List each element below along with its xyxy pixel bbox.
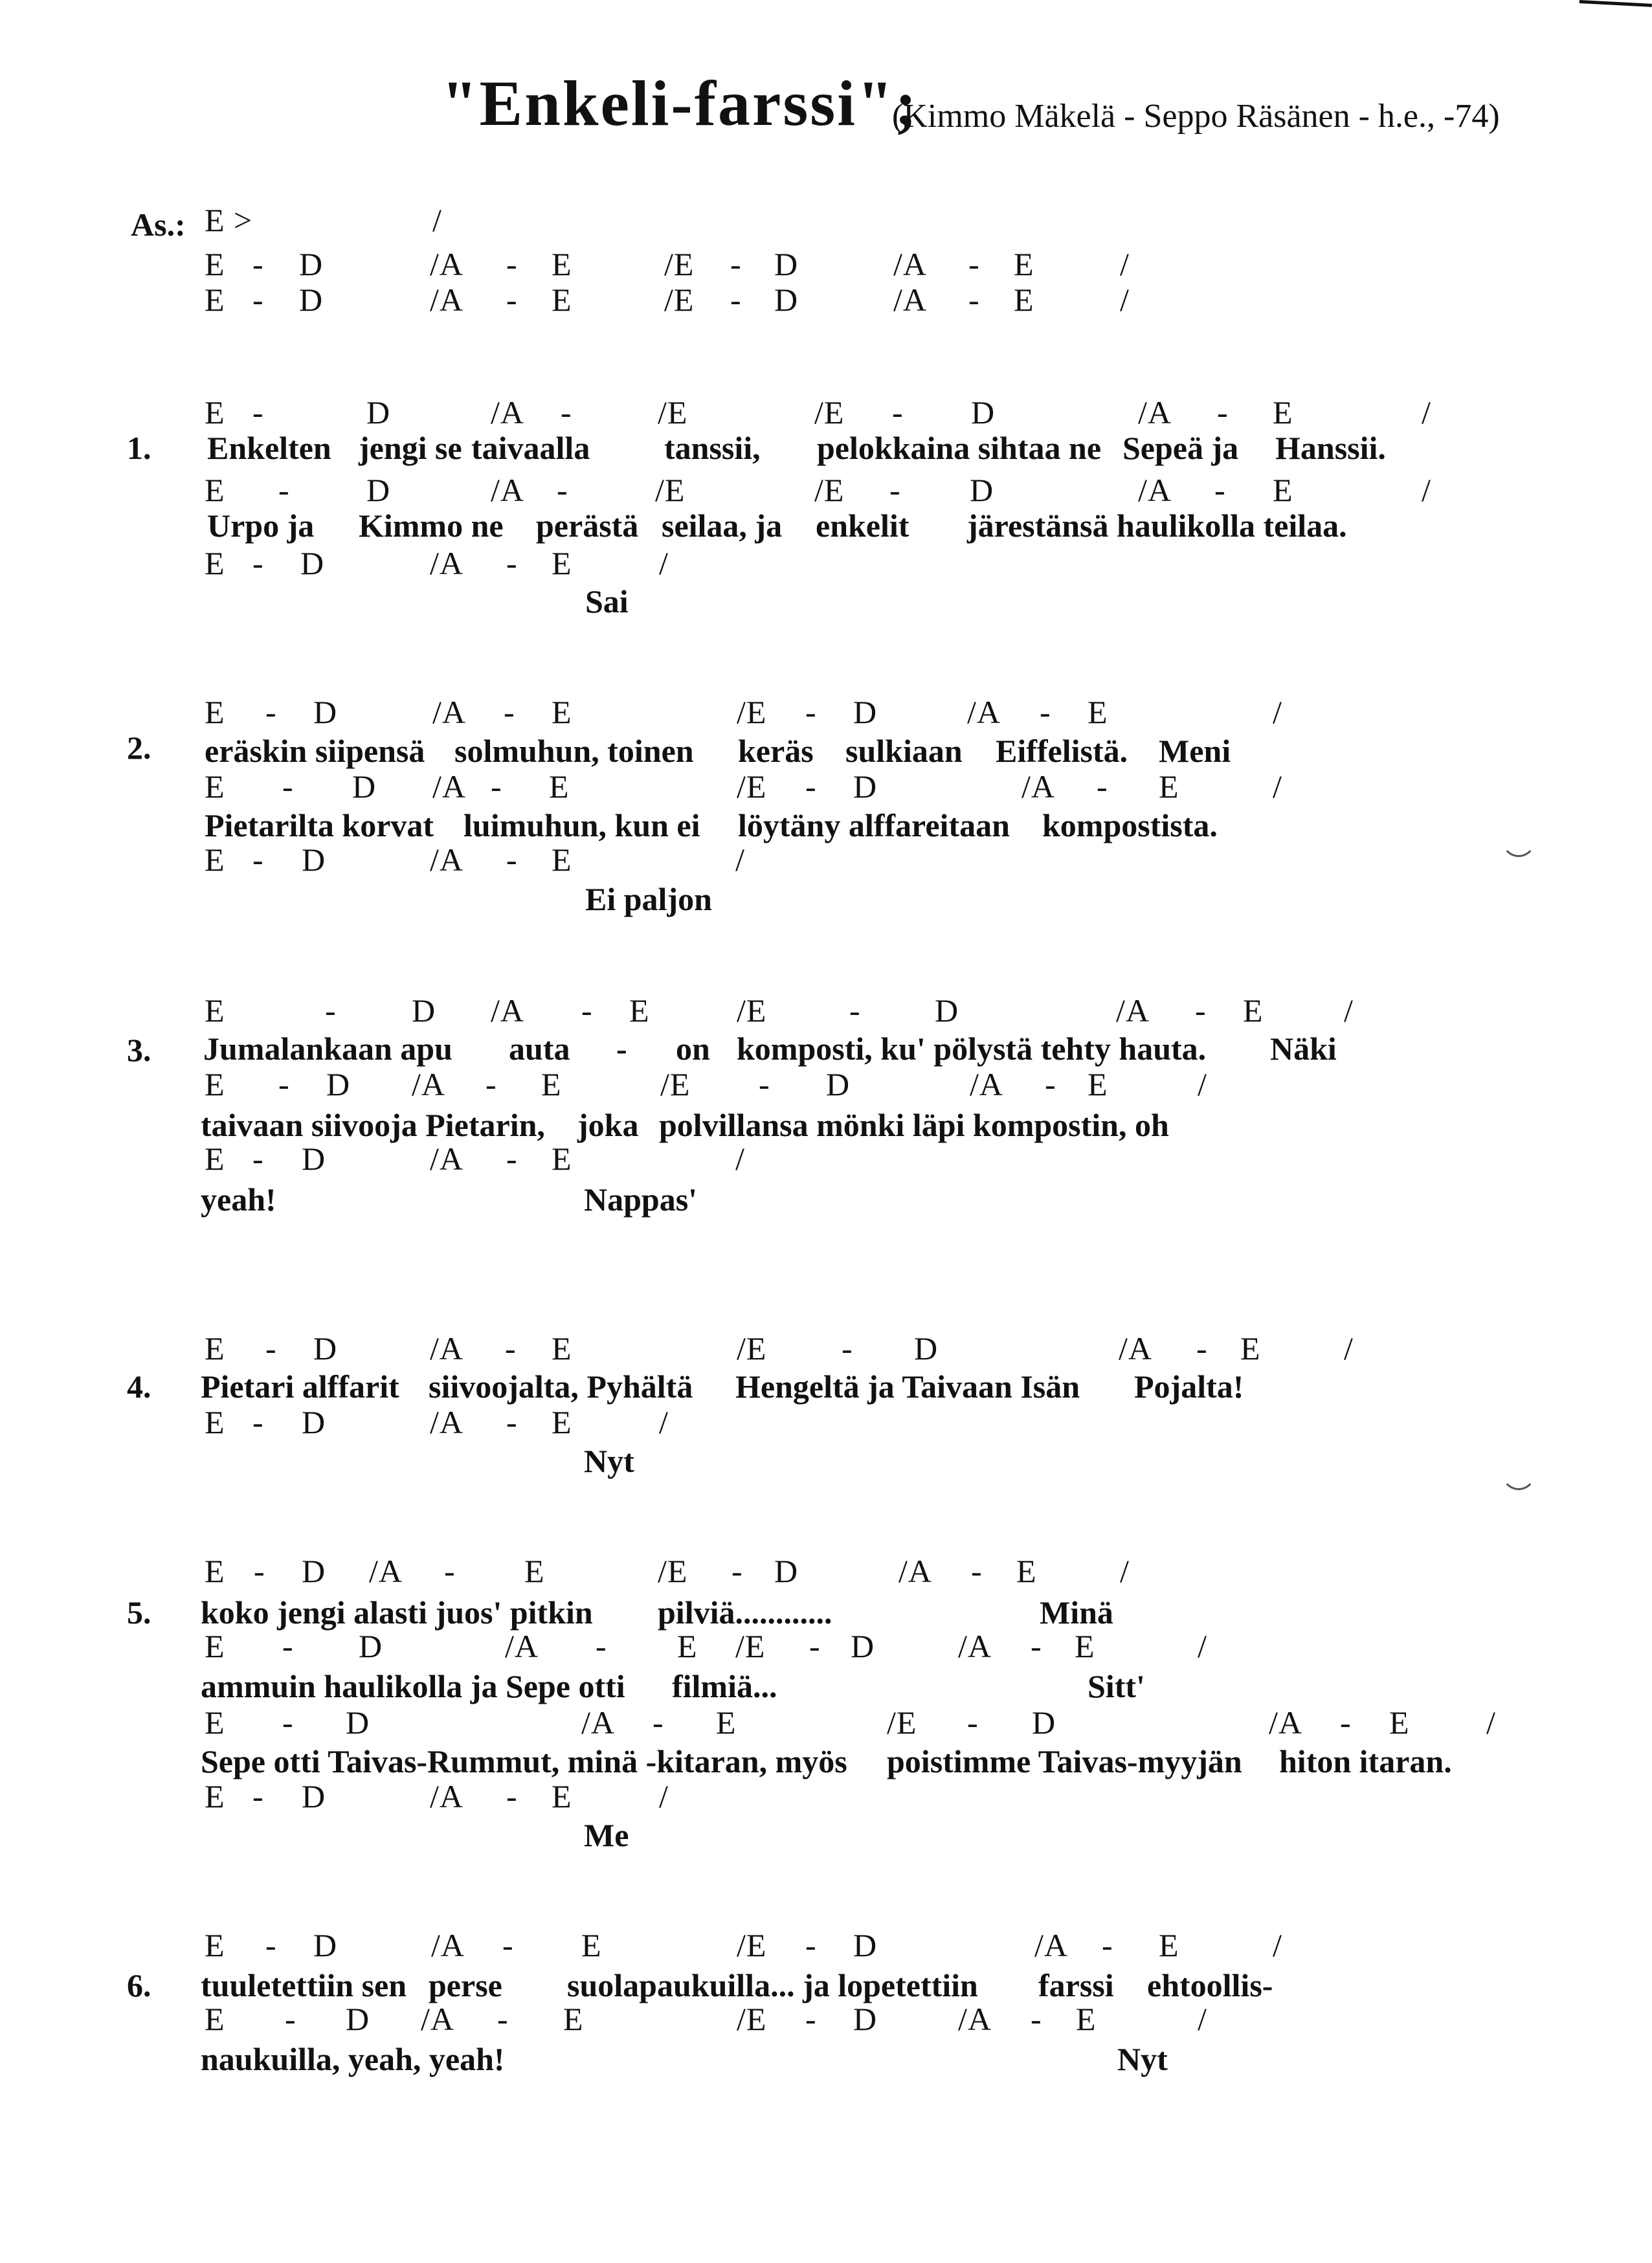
chord-symbol: / — [1273, 768, 1282, 805]
chord-symbol: - — [252, 1778, 264, 1814]
chord-symbol: - — [506, 545, 518, 581]
lyric-text: pilviä............ — [658, 1594, 832, 1631]
chord-symbol: - — [505, 1330, 517, 1366]
chord-symbol: D — [346, 2001, 370, 2037]
lyric-text: naukuilla, yeah, yeah! — [201, 2041, 505, 2077]
chord-symbol: D — [412, 992, 436, 1029]
lyric-text: keräs — [738, 733, 814, 769]
chord-symbol: - — [653, 1704, 664, 1741]
chord-symbol: - — [491, 768, 502, 805]
chord-symbol: E — [205, 1927, 225, 1963]
chord-symbol: - — [252, 842, 264, 878]
chord-symbol: E — [205, 1628, 225, 1664]
chord-symbol: E — [205, 694, 225, 730]
chord-symbol: E — [563, 2001, 584, 2037]
chord-symbol: E — [205, 1704, 225, 1741]
lyric-text: seilaa, ja — [662, 507, 783, 544]
lyric-text: jengi se — [359, 430, 462, 466]
chord-symbol: D — [326, 1066, 351, 1102]
chord-symbol: E — [552, 1141, 572, 1177]
chord-symbol: /A — [412, 1066, 445, 1102]
chord-symbol: E — [205, 768, 225, 805]
chord-symbol: E — [1014, 246, 1034, 282]
chord-symbol: /A — [432, 768, 466, 805]
chord-symbol: - — [278, 472, 290, 508]
chord-symbol: / — [1273, 694, 1282, 730]
lyric-text: tuuletettiin sen — [201, 1967, 407, 2003]
chord-symbol: - — [1340, 1704, 1352, 1741]
chord-symbol: / — [659, 1404, 669, 1440]
chord-symbol: / — [1422, 394, 1431, 430]
chord-symbol: /A — [430, 1778, 463, 1814]
chord-symbol: - — [265, 694, 277, 730]
chord-symbol: D — [935, 992, 959, 1029]
lyric-text: Nyt — [584, 1443, 634, 1479]
lyric-text: taivaan siivooja Pietarin, — [201, 1107, 545, 1143]
chord-symbol: E — [552, 694, 572, 730]
chord-symbol: D — [313, 1330, 338, 1366]
chord-symbol: E — [205, 394, 225, 430]
verse-number: 6. — [127, 1967, 151, 2003]
chord-symbol: D — [359, 1628, 383, 1664]
chord-symbol: /E — [655, 472, 686, 508]
intro-label: As.: — [131, 206, 186, 243]
chord-symbol: - — [278, 1066, 290, 1102]
chord-symbol: / — [1344, 1330, 1354, 1366]
chord-symbol: /E — [737, 2001, 767, 2037]
chord-symbol: /E — [737, 992, 767, 1029]
chord-symbol: E — [1159, 1927, 1179, 1963]
chord-symbol: /A — [899, 1553, 932, 1589]
chord-symbol: E — [629, 992, 650, 1029]
chord-symbol: E — [549, 768, 570, 805]
chord-symbol: - — [1031, 2001, 1042, 2037]
chord-symbol: - — [849, 992, 861, 1029]
lyric-text: Sepeä ja — [1122, 430, 1239, 466]
lyric-text: Näki — [1270, 1031, 1337, 1067]
chord-symbol: D — [774, 1553, 799, 1589]
chord-symbol: - — [265, 1927, 277, 1963]
chord-symbol: E — [581, 1927, 602, 1963]
chord-symbol: E — [541, 1066, 562, 1102]
chord-symbol: E — [205, 1066, 225, 1102]
lyric-text: tanssii, — [664, 430, 761, 466]
credits: (Kimmo Mäkelä - Seppo Räsänen - h.e., -74) — [892, 98, 1500, 135]
chord-symbol: E — [1088, 694, 1108, 730]
chord-symbol: E — [552, 545, 572, 581]
chord-symbol: / — [1198, 2001, 1207, 2037]
chord-symbol: /A — [505, 1628, 539, 1664]
chord-symbol: - — [497, 2001, 509, 2037]
chord-symbol: / — [432, 202, 442, 238]
verse-number: 3. — [127, 1032, 151, 1068]
chord-symbol: - — [252, 1141, 264, 1177]
lyric-text: Enkelten — [207, 430, 331, 466]
chord-symbol: /A — [958, 2001, 992, 2037]
chord-symbol: E — [205, 2001, 225, 2037]
chord-symbol: /E — [737, 694, 767, 730]
chord-symbol: - — [325, 992, 337, 1029]
chord-symbol: /A — [958, 1628, 992, 1664]
chord-symbol: /E — [735, 1628, 766, 1664]
lyric-text: järestänsä haulikolla teilaa. — [967, 507, 1347, 544]
chord-symbol: E — [1016, 1553, 1037, 1589]
chord-symbol: / — [1198, 1066, 1207, 1102]
lyric-text: Pojalta! — [1134, 1368, 1244, 1405]
chord-symbol: E — [1389, 1704, 1410, 1741]
chord-symbol: - — [282, 768, 294, 805]
chord-symbol: /A — [581, 1704, 615, 1741]
lyric-text: Pietari alffarit — [201, 1368, 399, 1405]
chord-symbol: /A — [431, 1927, 465, 1963]
chord-symbol: E — [1243, 992, 1264, 1029]
lyric-text: - — [616, 1031, 627, 1067]
chord-symbol: /E — [814, 394, 845, 430]
chord-symbol: - — [1040, 694, 1051, 730]
chord-symbol: D — [851, 1628, 875, 1664]
chord-symbol: E > — [205, 202, 253, 238]
chord-symbol: / — [1344, 992, 1354, 1029]
chord-symbol: /E — [737, 768, 767, 805]
page-edge-line — [1579, 0, 1652, 7]
chord-symbol: / — [1198, 1628, 1207, 1664]
lyric-text: Sitt' — [1088, 1668, 1145, 1704]
chord-symbol: E — [1075, 1628, 1095, 1664]
chord-symbol: E — [205, 1141, 225, 1177]
chord-symbol: E — [205, 246, 225, 282]
chord-symbol: / — [1120, 1553, 1130, 1589]
chord-symbol: - — [805, 2001, 817, 2037]
chord-symbol: - — [596, 1628, 607, 1664]
chord-symbol: - — [282, 1628, 294, 1664]
verse-number: 4. — [127, 1368, 151, 1405]
chord-symbol: D — [302, 1404, 326, 1440]
lyric-text: Me — [584, 1817, 629, 1853]
chord-symbol: E — [524, 1553, 545, 1589]
chord-symbol: D — [299, 282, 324, 318]
chord-symbol: D — [300, 545, 325, 581]
chord-symbol: - — [805, 768, 817, 805]
lyric-text: hiton itaran. — [1279, 1743, 1452, 1779]
chord-symbol: E — [716, 1704, 737, 1741]
chord-symbol: - — [581, 992, 593, 1029]
lyric-text: polvillansa mönki läpi kompostin, oh — [659, 1107, 1169, 1143]
lyric-text: filmiä... — [672, 1668, 777, 1704]
chord-symbol: D — [774, 246, 799, 282]
chord-symbol: E — [205, 842, 225, 878]
verse-number: 1. — [127, 430, 151, 466]
lyric-text: Hengeltä ja Taivaan Isän — [735, 1368, 1080, 1405]
chord-symbol: - — [967, 1704, 979, 1741]
chord-symbol: /E — [737, 1927, 767, 1963]
lyric-text: luimuhun, kun ei — [463, 807, 700, 843]
lyric-text: löytäny alffareitaan — [738, 807, 1010, 843]
chord-symbol: E — [205, 1553, 225, 1589]
chord-symbol: - — [730, 282, 742, 318]
chord-symbol: /A — [491, 394, 524, 430]
chord-symbol: - — [265, 1330, 277, 1366]
chord-symbol: /A — [1269, 1704, 1302, 1741]
chord-symbol: /A — [421, 2001, 454, 2037]
lyric-text: farssi — [1038, 1967, 1114, 2003]
chord-symbol: /A — [893, 282, 927, 318]
chord-symbol: /E — [737, 1330, 767, 1366]
chord-symbol: D — [299, 246, 324, 282]
chord-symbol: E — [205, 1404, 225, 1440]
chord-symbol: - — [759, 1066, 770, 1102]
lyric-text: Sai — [585, 583, 629, 619]
lyric-text: Minä — [1040, 1594, 1113, 1631]
chord-symbol: - — [805, 1927, 817, 1963]
chord-symbol: E — [205, 1330, 225, 1366]
lyric-text: Kimmo ne — [359, 507, 504, 544]
chord-symbol: /E — [658, 1553, 688, 1589]
chord-symbol: /E — [664, 282, 695, 318]
chord-symbol: - — [252, 545, 264, 581]
verse-number: 2. — [127, 730, 151, 766]
chord-symbol: - — [968, 246, 980, 282]
chord-symbol: - — [506, 282, 518, 318]
chord-symbol: - — [809, 1628, 821, 1664]
chord-symbol: /A — [430, 282, 463, 318]
chord-symbol: /E — [664, 246, 695, 282]
chord-symbol: - — [557, 472, 568, 508]
lyric-text: Eiffelistä. — [996, 733, 1128, 769]
chord-symbol: - — [892, 394, 904, 430]
chord-symbol: /A — [430, 545, 463, 581]
chord-symbol: - — [252, 246, 264, 282]
chord-symbol: E — [1088, 1066, 1108, 1102]
chord-symbol: / — [735, 842, 745, 878]
lyric-text: Pietarilta korvat — [205, 807, 434, 843]
chord-symbol: D — [774, 282, 799, 318]
chord-symbol: /A — [430, 1141, 463, 1177]
lyric-text: ammuin haulikolla ja Sepe otti — [201, 1668, 625, 1704]
chord-symbol: D — [302, 842, 326, 878]
chord-symbol: /A — [430, 842, 463, 878]
chord-symbol: E — [205, 1778, 225, 1814]
scan-mark — [1501, 817, 1537, 857]
chord-symbol: D — [853, 1927, 878, 1963]
chord-symbol: D — [313, 694, 338, 730]
chord-symbol: /A — [1119, 1330, 1152, 1366]
chord-symbol: E — [1014, 282, 1034, 318]
chord-symbol: - — [252, 282, 264, 318]
lyric-text: koko jengi alasti juos' pitkin — [201, 1594, 593, 1631]
chord-symbol: / — [1120, 282, 1130, 318]
chord-symbol: - — [1217, 394, 1229, 430]
chord-symbol: - — [1102, 1927, 1113, 1963]
chord-symbol: /A — [369, 1553, 403, 1589]
chord-symbol: /A — [432, 694, 466, 730]
lyric-text: sulkiaan — [845, 733, 963, 769]
chord-symbol: E — [1240, 1330, 1261, 1366]
lyric-text: Nyt — [1117, 2041, 1168, 2077]
chord-symbol: - — [1214, 472, 1226, 508]
chord-symbol: D — [914, 1330, 939, 1366]
chord-symbol: / — [659, 545, 669, 581]
chord-symbol: E — [552, 246, 572, 282]
chord-symbol: - — [506, 842, 518, 878]
chord-symbol: E — [205, 992, 225, 1029]
chord-symbol: E — [1076, 2001, 1097, 2037]
chord-symbol: D — [302, 1141, 326, 1177]
chord-symbol: D — [366, 472, 391, 508]
chord-symbol: - — [1195, 992, 1207, 1029]
chord-symbol: - — [730, 246, 742, 282]
chord-symbol: - — [282, 1704, 294, 1741]
chord-symbol: E — [1273, 472, 1293, 508]
chord-symbol: /A — [970, 1066, 1003, 1102]
chord-symbol: D — [366, 394, 391, 430]
chord-symbol: /A — [967, 694, 1001, 730]
chord-symbol: - — [252, 1404, 264, 1440]
chord-symbol: /A — [893, 246, 927, 282]
chord-symbol: - — [506, 246, 518, 282]
chord-symbol: D — [970, 472, 994, 508]
chord-symbol: /A — [1116, 992, 1150, 1029]
lyric-text: eräskin siipensä — [205, 733, 425, 769]
chord-symbol: D — [853, 2001, 878, 2037]
chord-symbol: /A — [430, 1404, 463, 1440]
chord-symbol: - — [285, 2001, 296, 2037]
chord-symbol: - — [506, 1141, 518, 1177]
chord-symbol: D — [826, 1066, 851, 1102]
lyric-text: komposti, ku' pölystä tehty hauta. — [737, 1031, 1207, 1067]
chord-symbol: D — [302, 1778, 326, 1814]
lyric-text: Nappas' — [584, 1181, 698, 1218]
chord-symbol: D — [853, 768, 878, 805]
chord-symbol: /A — [1021, 768, 1055, 805]
lyric-text: poistimme Taivas-myyjän — [887, 1743, 1242, 1779]
chord-symbol: /A — [1138, 394, 1172, 430]
chord-symbol: - — [731, 1553, 743, 1589]
chord-symbol: /A — [491, 472, 524, 508]
lyric-text: Meni — [1159, 733, 1231, 769]
chord-symbol: /E — [660, 1066, 691, 1102]
chord-symbol: E — [552, 282, 572, 318]
chord-symbol: - — [486, 1066, 497, 1102]
chord-symbol: - — [889, 472, 901, 508]
chord-symbol: /E — [814, 472, 845, 508]
chord-symbol: E — [677, 1628, 698, 1664]
chord-symbol: - — [968, 282, 980, 318]
chord-symbol: / — [1273, 1927, 1282, 1963]
lyric-text: suolapaukuilla... ja lopetettiin — [567, 1967, 978, 2003]
chord-symbol: / — [1120, 246, 1130, 282]
chord-symbol: E — [552, 1330, 572, 1366]
chord-symbol: / — [1422, 472, 1431, 508]
chord-symbol: / — [1486, 1704, 1496, 1741]
chord-symbol: /A — [430, 1330, 463, 1366]
chord-symbol: E — [1159, 768, 1179, 805]
chord-symbol: /A — [491, 992, 524, 1029]
lyric-text: joka — [577, 1107, 639, 1143]
chord-symbol: /E — [887, 1704, 917, 1741]
chord-symbol: - — [502, 1927, 514, 1963]
lyric-text: pelokkaina sihtaa ne — [817, 430, 1102, 466]
lyric-text: ehtoollis- — [1147, 1967, 1273, 2003]
lyric-text: enkelit — [816, 507, 910, 544]
chord-symbol: - — [506, 1778, 518, 1814]
chord-symbol: E — [552, 1778, 572, 1814]
lyric-text: perse — [429, 1967, 502, 2003]
chord-symbol: / — [659, 1778, 669, 1814]
chord-symbol: E — [552, 1404, 572, 1440]
lyric-text: yeah! — [201, 1181, 276, 1218]
lyric-text: Urpo ja — [207, 507, 315, 544]
lyric-text: Sepe otti Taivas-Rummut, minä -kitaran, myös — [201, 1743, 847, 1779]
chord-symbol: /A — [1034, 1927, 1068, 1963]
chord-symbol: - — [1031, 1628, 1042, 1664]
verse-number: 5. — [127, 1594, 151, 1631]
lyric-text: auta — [509, 1031, 570, 1067]
chord-symbol: - — [254, 1553, 265, 1589]
chord-symbol: D — [302, 1553, 326, 1589]
lyric-text: siivoojalta, Pyhältä — [429, 1368, 693, 1405]
lyric-text: kompostista. — [1042, 807, 1218, 843]
chord-symbol: D — [346, 1704, 370, 1741]
scan-mark — [1501, 1450, 1537, 1490]
chord-symbol: D — [352, 768, 377, 805]
lyric-text: Ei paljon — [585, 881, 712, 917]
chord-symbol: D — [853, 694, 878, 730]
chord-symbol: - — [1045, 1066, 1056, 1102]
chord-symbol: - — [1196, 1330, 1208, 1366]
lyric-text: on — [676, 1031, 710, 1067]
lyric-text: perästä — [536, 507, 639, 544]
chord-symbol: / — [735, 1141, 745, 1177]
lyric-text: Jumalankaan apu — [203, 1031, 452, 1067]
chord-symbol: /E — [658, 394, 688, 430]
lyric-text: taivaalla — [471, 430, 590, 466]
chord-symbol: - — [561, 394, 572, 430]
chord-symbol: D — [1032, 1704, 1056, 1741]
chord-symbol: - — [805, 694, 817, 730]
chord-symbol: /A — [1138, 472, 1172, 508]
chord-symbol: /A — [430, 246, 463, 282]
chord-symbol: E — [1273, 394, 1293, 430]
chord-symbol: - — [252, 394, 264, 430]
chord-symbol: - — [971, 1553, 983, 1589]
lyric-text: Hanssii. — [1275, 430, 1386, 466]
chord-symbol: E — [205, 282, 225, 318]
chord-symbol: - — [842, 1330, 853, 1366]
lyric-text: solmuhun, toinen — [454, 733, 694, 769]
chord-symbol: D — [971, 394, 996, 430]
chord-symbol: D — [313, 1927, 338, 1963]
chord-symbol: E — [205, 472, 225, 508]
chord-symbol: - — [506, 1404, 518, 1440]
chord-symbol: - — [504, 694, 515, 730]
chord-symbol: E — [205, 545, 225, 581]
page-title: "Enkeli-farssi"; — [441, 67, 919, 139]
chord-symbol: E — [552, 842, 572, 878]
chord-symbol: - — [1097, 768, 1108, 805]
chord-symbol: - — [444, 1553, 456, 1589]
